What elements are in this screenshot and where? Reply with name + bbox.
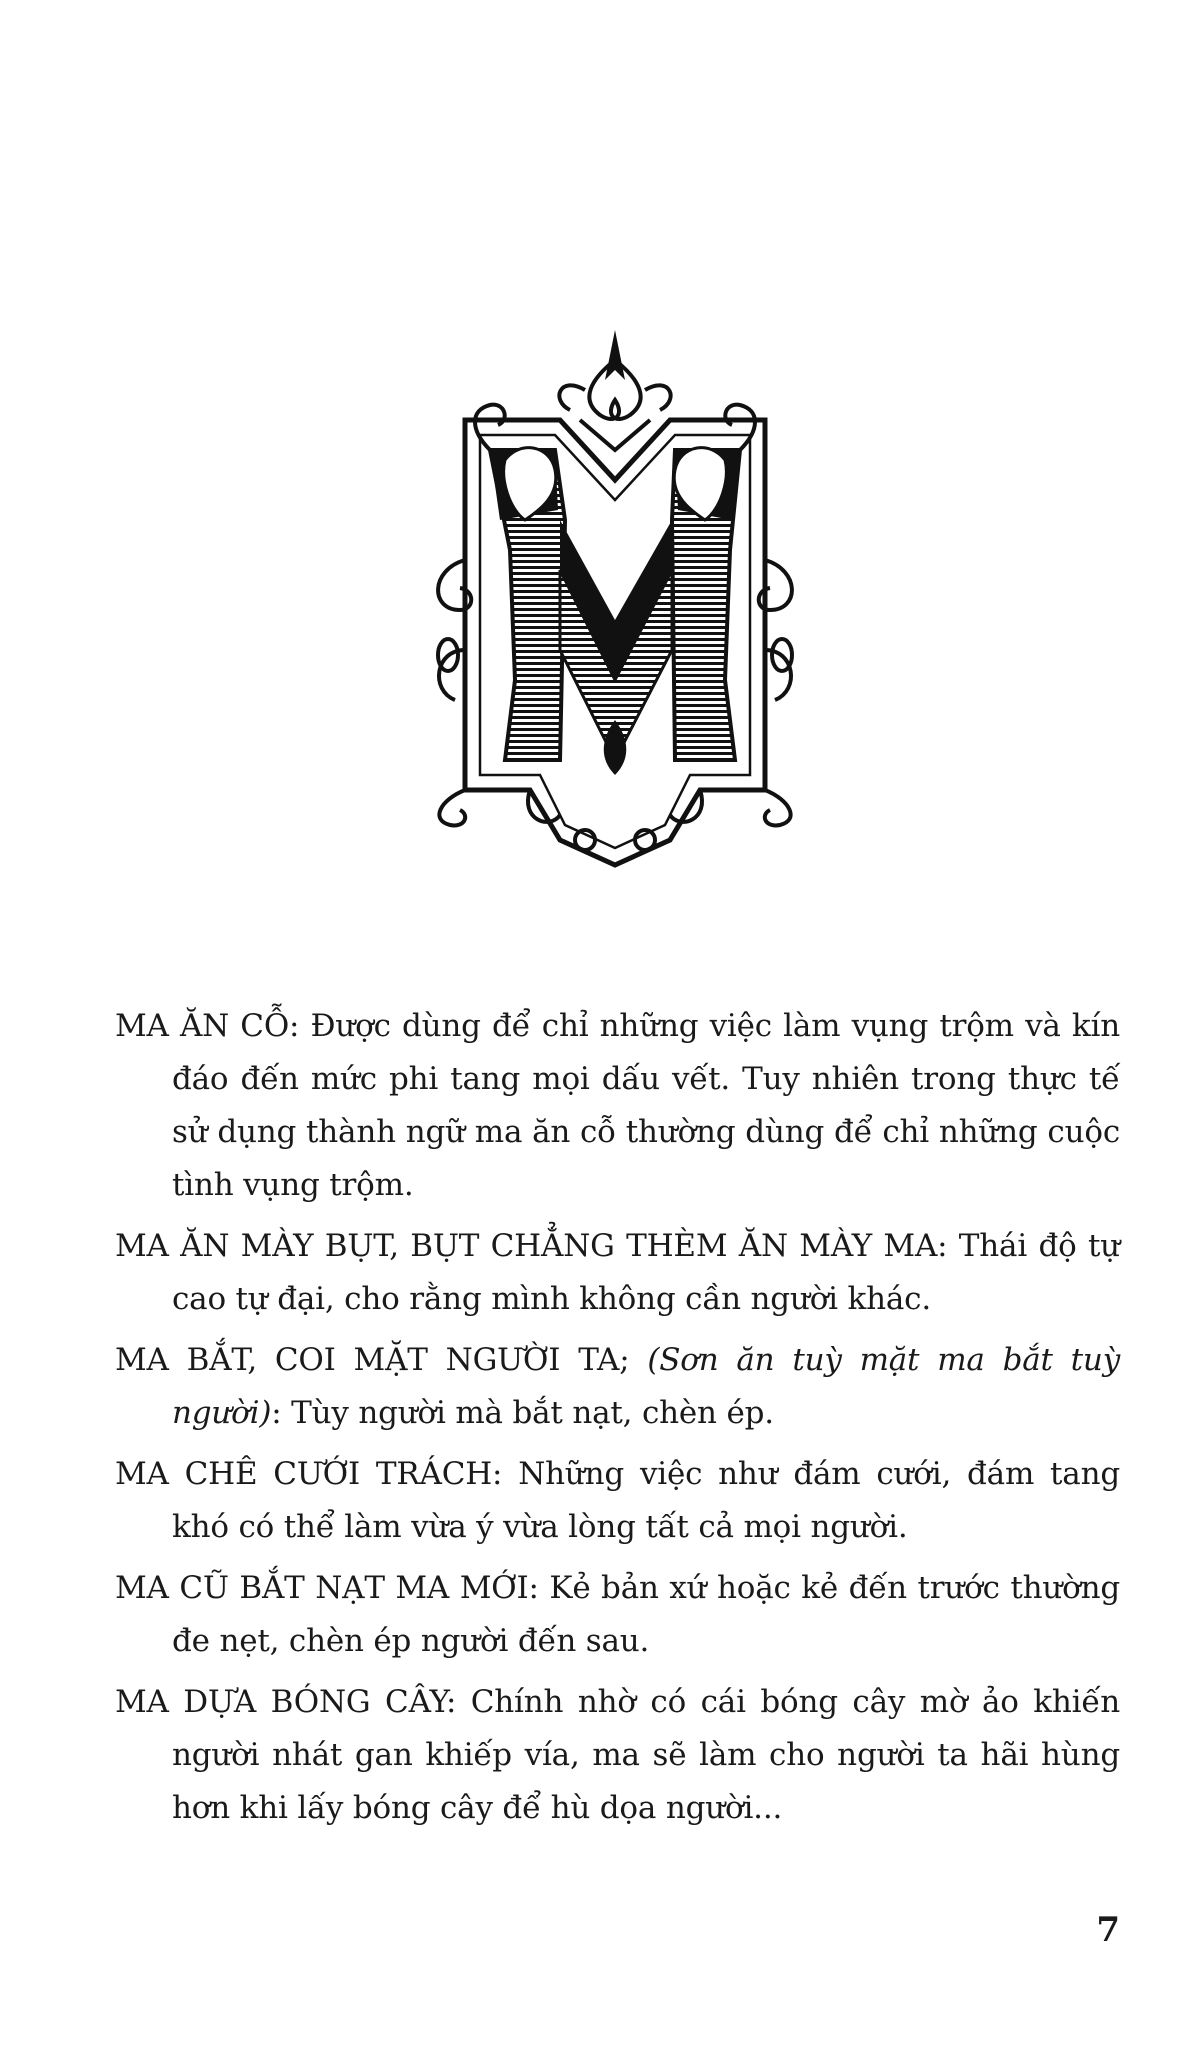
dictionary-entries xyxy=(115,1000,1120,1843)
dictionary-entry xyxy=(115,1676,1120,1835)
dictionary-entry xyxy=(115,1334,1120,1440)
entry-definition: Kẻ bản xứ hoặc kẻ đến trước thường đe nẹt, chèn ép người đến sau. xyxy=(172,1570,1120,1659)
entry-definition: Thái độ tự cao tự đại, cho rằng mình không cần người khác. xyxy=(172,1228,1120,1317)
entry-term: MA ĂN MÀY BỤT, BỤT CHẲNG THÈM ĂN MÀY MA: xyxy=(115,1228,948,1264)
entry-term: MA ĂN CỖ: xyxy=(115,1008,300,1044)
entry-term: MA CHÊ CƯỚI TRÁCH: xyxy=(115,1456,503,1492)
entry-definition: Những việc như đám cưới, đám tang khó có thể làm vừa ý vừa lòng tất cả mọi người. xyxy=(172,1456,1120,1545)
page-number: 7 xyxy=(1096,1910,1120,1950)
dictionary-entry xyxy=(115,1562,1120,1668)
decorative-initial-m-ornament xyxy=(410,320,820,875)
entry-term: MA BẮT, COI MẶT NGƯỜI TA; xyxy=(115,1342,630,1378)
dictionary-entry xyxy=(115,1220,1120,1326)
entry-note: (Sơn ăn tuỳ mặt ma bắt tuỳ người) xyxy=(172,1342,1121,1431)
entry-term: MA DỰA BÓNG CÂY: xyxy=(115,1684,457,1720)
entry-definition: : Tùy người mà bắt nạt, chèn ép. xyxy=(271,1395,774,1431)
entry-definition: Chính nhờ có cái bóng cây mờ ảo khiến người nhát gan khiếp vía, ma sẽ làm cho người ta hãi hùng hơn khi lấy bóng cây để hù dọa người... xyxy=(172,1684,1121,1826)
dictionary-entry xyxy=(115,1000,1120,1212)
dictionary-entry xyxy=(115,1448,1120,1554)
entry-term: MA CŨ BẮT NẠT MA MỚI: xyxy=(115,1570,539,1606)
entry-definition: Được dùng để chỉ những việc làm vụng trộm và kín đáo đến mức phi tang mọi dấu vết. Tuy nhiên trong thực tế sử dụng thành ngữ ma ăn cỗ thường dùng để chỉ những cuộc tình vụng trộm. xyxy=(172,1008,1120,1203)
